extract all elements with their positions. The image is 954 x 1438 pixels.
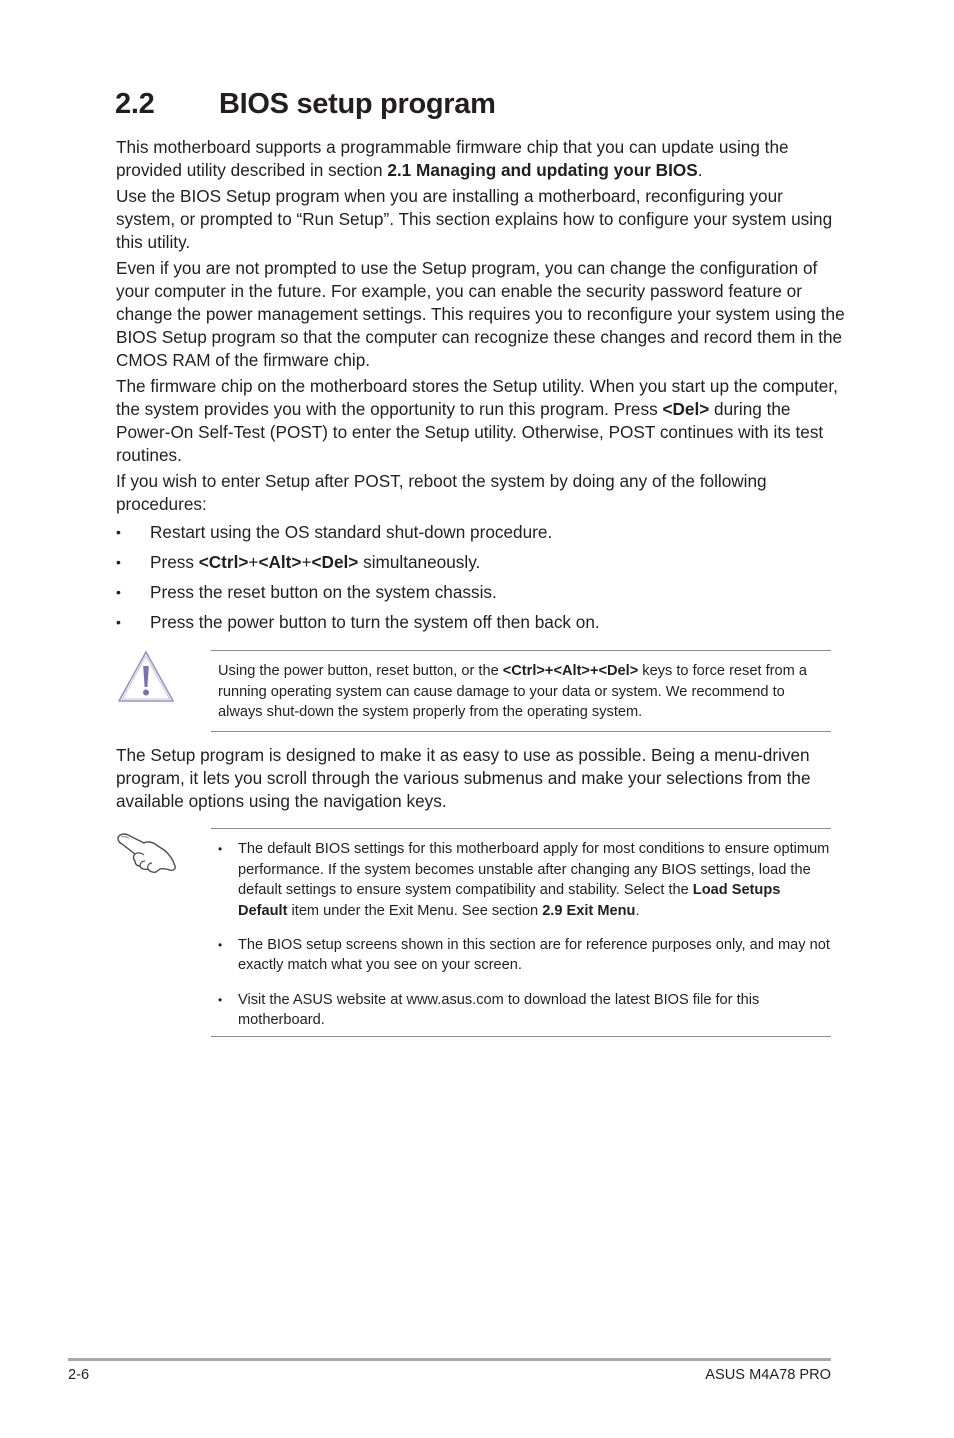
intro-paragraph-2: Use the BIOS Setup program when you are installing a motherboard, reconfiguring your system, or prompted to “Run Setup”. This section explains how to configure your system using this utility.	[116, 186, 833, 252]
list-item: • Restart using the OS standard shut-down procedure.	[116, 522, 553, 542]
warning-top-rule	[211, 650, 831, 651]
list-item: • Press the power button to turn the system off then back on.	[116, 612, 600, 632]
bullet-icon: •	[116, 614, 121, 630]
list-item: • Press the reset button on the system chassis.	[116, 582, 497, 602]
list-item: • Visit the ASUS website at www.asus.com to download the latest BIOS file for this motherboard.	[218, 991, 760, 1029]
warning-text: Using the power button, reset button, or the <Ctrl>+<Alt>+<Del> keys to force reset from a running operating system can cause damage to your data or system. We recommend to always shut-down the system properly from the operating system.	[218, 663, 807, 721]
warning-triangle-icon	[117, 650, 175, 704]
section-number: 2.2	[115, 88, 155, 120]
bullet-icon: •	[218, 842, 223, 856]
list-item: • The default BIOS settings for this motherboard apply for most conditions to ensure optimum performance. If the system becomes unstable after changing any BIOS settings, load the default settings to ensure system compatibility and stability. Select the Load Setups Default item under the Exit Menu. See section 2.9 Exit Menu.	[218, 841, 830, 919]
intro-paragraph-5: If you wish to enter Setup after POST, reboot the system by doing any of the following procedures:	[116, 471, 767, 514]
pointing-hand-icon	[116, 828, 178, 874]
bullet-icon: •	[116, 584, 121, 600]
note-top-rule	[211, 828, 831, 829]
note-bottom-rule	[211, 1036, 831, 1037]
footer-rule	[68, 1358, 831, 1361]
note-list	[218, 839, 830, 1044]
bullet-icon: •	[218, 937, 223, 952]
product-name: ASUS M4A78 PRO	[705, 1367, 831, 1383]
del-key: <Del>	[662, 399, 710, 419]
key-combo: <Ctrl>+<Alt>+<Del>	[502, 663, 639, 679]
list-item: • Press <Ctrl>+<Alt>+<Del> simultaneously.	[116, 552, 481, 572]
page-number: 2-6	[68, 1367, 90, 1383]
list-item: • The BIOS setup screens shown in this section are for reference purposes only, and may not exactly match what you see on your screen.	[218, 936, 830, 974]
bullet-icon: •	[116, 524, 121, 540]
section-title: BIOS setup program	[219, 88, 496, 120]
intro-paragraph-1: This motherboard supports a programmable firmware chip that you can update using the provided utility described in section 2.1 Managing and updating your BIOS.	[116, 137, 789, 180]
intro-paragraph-3: Even if you are not prompted to use the Setup program, you can change the configuration of your computer in the future. For example, you can enable the security password feature or change the power management settings. This requires you to reconfigure your system using the BIOS Setup program so that the computer can recognize these changes and record them in the CMOS RAM of the firmware chip.	[116, 258, 845, 370]
procedure-list	[116, 521, 846, 641]
section-reference: 2.1 Managing and updating your BIOS	[387, 160, 698, 180]
intro-paragraph-4: The firmware chip on the motherboard stores the Setup utility. When you start up the computer, the system provides you with the opportunity to run this program. Press <Del> during the Power-On Self-Test (POST) to enter the Setup utility. Otherwise, POST continues with its test routines.	[116, 376, 838, 465]
body-text	[116, 136, 846, 641]
bullet-icon: •	[218, 992, 223, 1007]
section-heading	[115, 88, 496, 121]
setup-paragraph: The Setup program is designed to make it as easy to use as possible. Being a menu-driven program, it lets you scroll through the various submenus and make your selections from the available options using the navigation keys.	[116, 745, 811, 811]
warning-bottom-rule	[211, 731, 831, 732]
bullet-icon: •	[116, 554, 121, 570]
